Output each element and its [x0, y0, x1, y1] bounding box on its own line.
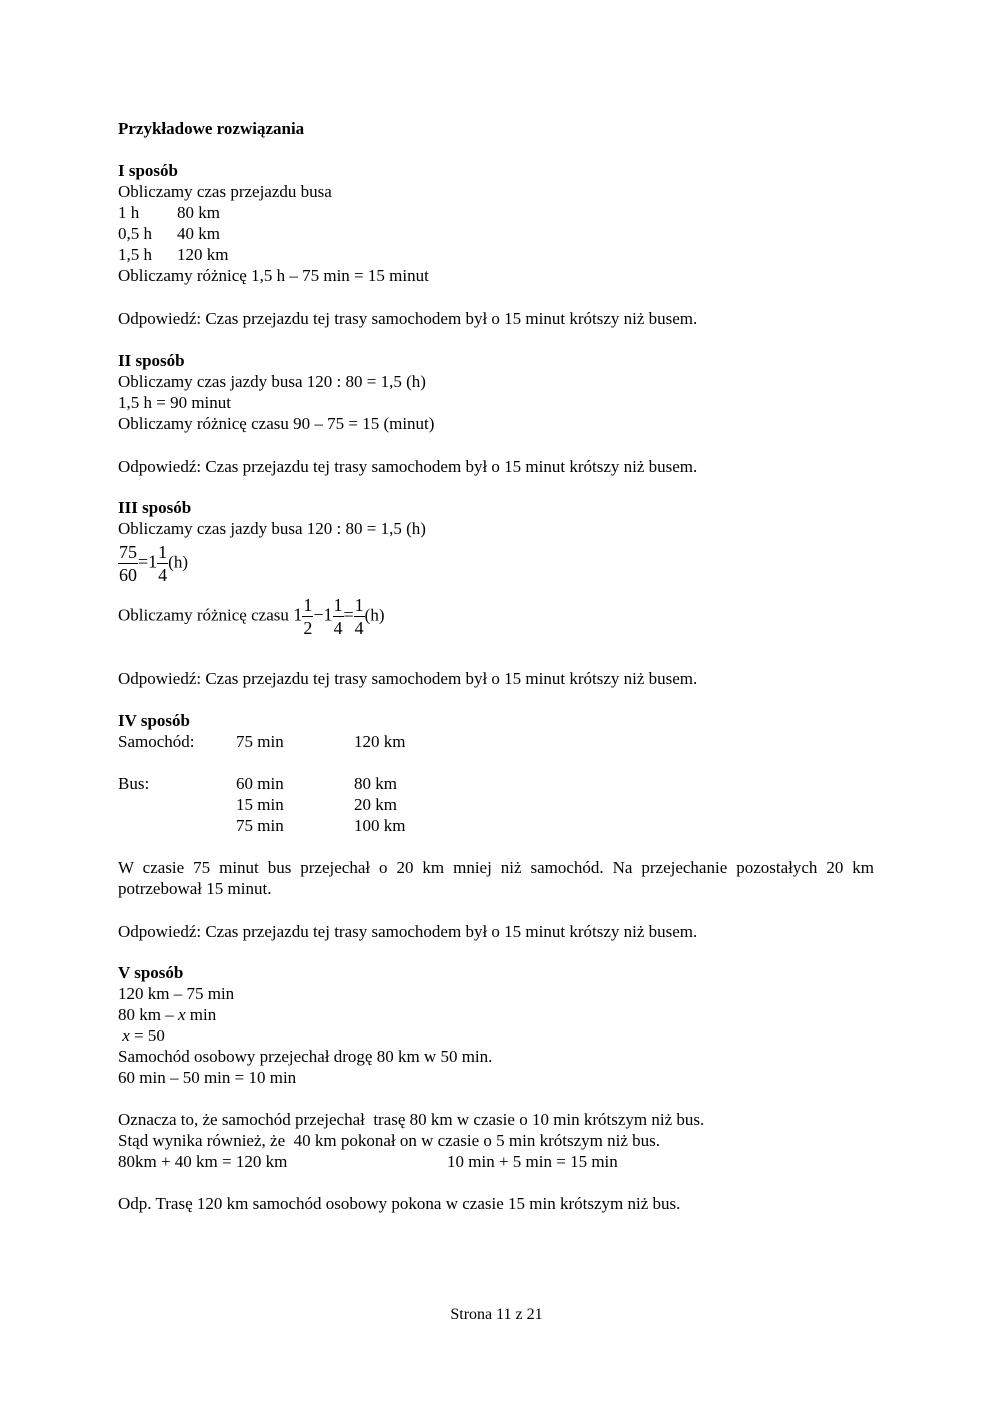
bus-distance: 100 km — [354, 816, 406, 835]
bus-label: Bus: — [118, 774, 150, 793]
method-5-line: 60 min – 50 min = 10 min — [118, 1068, 297, 1087]
method-2-answer: Odpowiedź: Czas przejazdu tej trasy samochodem był o 15 minut krótszy niż busem. — [118, 457, 698, 476]
fraction: $\frac{1}{4}$ — [354, 595, 364, 638]
method-1-row-value: 80 km — [177, 203, 220, 222]
section-heading: Przykładowe rozwiązania — [118, 119, 305, 138]
method-4-title: IV sposób — [118, 711, 190, 730]
method-5-title: V sposób — [118, 963, 184, 982]
method-1-answer: Odpowiedź: Czas przejazdu tej trasy samochodem był o 15 minut krótszy niż busem. — [118, 309, 698, 328]
page-footer: Strona 11 z 21 — [450, 1306, 543, 1323]
method-2-line: 1,5 h = 90 minut — [118, 393, 232, 412]
bus-distance: 80 km — [354, 774, 397, 793]
method-5-line: 80 km – x min — [118, 1005, 217, 1024]
method-5-line: Samochód osobowy przejechał drogę 80 km w 50 min. — [118, 1047, 493, 1066]
method-2-title: II sposób — [118, 351, 185, 370]
method-1-line: Obliczamy czas przejazdu busa — [118, 182, 332, 201]
car-time: 75 min — [236, 732, 284, 751]
method-5-answer: Odp. Trasę 120 km samochód osobowy pokona w czasie 15 min krótszym niż bus. — [118, 1194, 681, 1213]
car-distance: 120 km — [354, 732, 406, 751]
method-5-line: Stąd wynika również, że 40 km pokonał on w czasie o 5 min krótszym niż bus. — [118, 1131, 660, 1150]
method-1-row: 1 h — [118, 203, 140, 222]
method-4-answer: Odpowiedź: Czas przejazdu tej trasy samochodem był o 15 minut krótszy niż busem. — [118, 922, 698, 941]
bus-time: 15 min — [236, 795, 284, 814]
method-3-title: III sposób — [118, 498, 192, 517]
fraction: $\frac{1}{2}$ — [303, 595, 313, 638]
method-1-row: 1,5 h — [118, 245, 152, 264]
method-1-title: I sposób — [118, 161, 179, 180]
method-1-row: 0,5 h — [118, 224, 152, 243]
fraction-equation: $\frac{75}{60}$ =1 $\frac{1}{4}$ (h) — [119, 542, 188, 585]
method-3-line: Obliczamy czas jazdy busa 120 : 80 = 1,5 (h) — [118, 519, 426, 538]
method-4-paragraph: W czasie 75 minut bus przejechał o 20 km mniej niż samochód. Na przejechanie pozostałych 20 km potrzebował 15 minut. — [118, 858, 874, 898]
method-5-line: 120 km – 75 min — [118, 984, 235, 1003]
method-5-line: x = 50 — [122, 1026, 165, 1045]
fraction: $\frac{75}{60}$ — [119, 542, 137, 585]
bus-time: 60 min — [236, 774, 284, 793]
method-1-row-value: 120 km — [177, 245, 229, 264]
bus-time: 75 min — [236, 816, 284, 835]
fraction: $\frac{1}{4}$ — [158, 542, 168, 585]
method-1-row-value: 40 km — [177, 224, 220, 243]
method-2-line: Obliczamy czas jazdy busa 120 : 80 = 1,5 (h) — [118, 372, 426, 391]
method-5-line-right: 10 min + 5 min = 15 min — [447, 1152, 618, 1171]
method-3-answer: Odpowiedź: Czas przejazdu tej trasy samochodem był o 15 minut krótszy niż busem. — [118, 669, 698, 688]
bus-distance: 20 km — [354, 795, 397, 814]
method-2-line: Obliczamy różnicę czasu 90 – 75 = 15 (minut) — [118, 414, 435, 433]
fraction-difference-equation: Obliczamy różnicę czasu 1 $\frac{1}{2}$ −1 $\frac{1}{4}$ = $\frac{1}{4}$ (h) — [118, 595, 385, 638]
method-1-line: Obliczamy różnicę 1,5 h – 75 min = 15 minut — [118, 266, 429, 285]
method-5-line: Oznacza to, że samochód przejechał trasę 80 km w czasie o 10 min krótszym niż bus. — [118, 1110, 705, 1129]
car-label: Samochód: — [118, 732, 195, 751]
method-5-line: 80km + 40 km = 120 km — [118, 1152, 288, 1171]
fraction: $\frac{1}{4}$ — [333, 595, 343, 638]
